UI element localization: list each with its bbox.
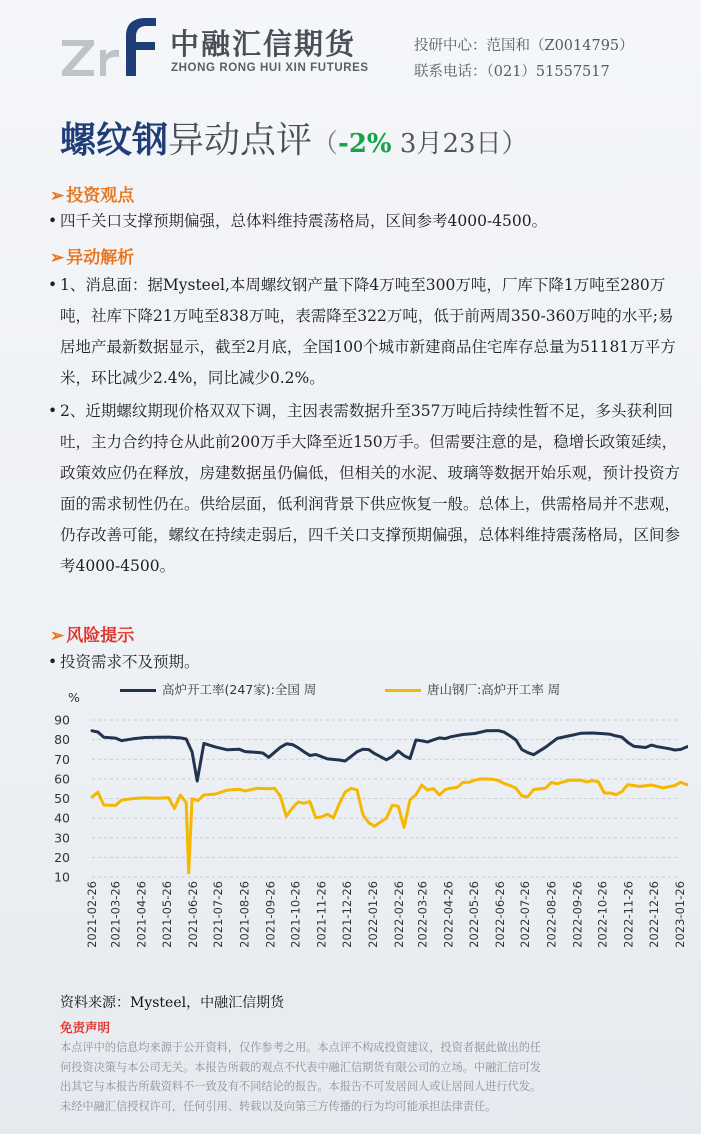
title-product: 螺纹钢 [60, 119, 169, 161]
disclaimer-title: 免责声明 [60, 1020, 111, 1035]
y-tick-label: 70 [54, 751, 70, 767]
x-tick-label: 2022-09-26 [570, 881, 585, 948]
y-tick-label: 90 [54, 712, 70, 728]
x-tick-label: 2022-03-26 [415, 881, 430, 948]
blast-furnace-chart [48, 688, 688, 973]
x-tick-label: 2022-01-26 [365, 881, 380, 948]
y-tick-label: 10 [54, 869, 70, 885]
data-source: 资料来源：Mysteel，中融汇信期货 [60, 995, 285, 1011]
bullet-analysis-2: • 2、近期螺纹期现价格双双下调，主因表需数据升至357万吨后持续性暂不足，多头获利回吐，主力合约持仓从此前200万手大降至近150万手。但需要注意的是，稳增长政策延续，政策效应仍在释放，房建数据虽仍偏低，但相关的水泥、玻璃等数据开始乐观，预计投资方面的需求韧性仍在。供给层面，低利润背景下供应恢复一般。总体上，供需格局并不悲观，仍存改善可能，螺纹在持续走弱后，四千关口支撑预期偏强，总体料维持震荡格局，区间参考4000-4500。 [48, 396, 688, 582]
series-line-national [92, 731, 688, 781]
disclaimer-line: 出其它与本报告所载资料不一致及有不同结论的报告。本报告不可发居间人或让居间人进行代发。 [60, 1080, 542, 1093]
x-tick-label: 2021-06-26 [185, 881, 200, 948]
x-tick-label: 2022-07-26 [518, 881, 533, 948]
bullet-dot-icon: • [48, 212, 58, 230]
legend-label-tangshan: 唐山钢厂:高炉开工率 周 [427, 682, 561, 697]
y-tick-label: 50 [54, 791, 70, 806]
disclaimer-line: 本点评中的信息均来源于公开资料，仅作参考之用。本点评不构成投资建议，投资者据此做出的任 [60, 1041, 542, 1054]
x-tick-label: 2021-05-26 [159, 881, 174, 948]
series-lines [92, 731, 688, 873]
title-topic: 异动点评 [168, 120, 313, 161]
y-tick-label: 30 [54, 830, 70, 846]
section-view-title: ➢ 投资观点 [50, 186, 135, 206]
y-tick-label: 60 [54, 771, 70, 787]
x-tick-label: 2022-04-26 [441, 881, 456, 948]
logo-chinese-name: 中融汇信期货 [170, 27, 357, 61]
bullet-dot-icon: • [48, 402, 58, 420]
x-tick-label: 2022-11-26 [621, 881, 636, 948]
series-line-tangshan [92, 779, 688, 873]
legend-label-national: 高炉开工率(247家):全国 周 [162, 682, 317, 697]
bullet-dot-icon: • [48, 276, 58, 294]
title-open-paren: （ [312, 129, 339, 159]
arrow-icon: ➢ [50, 248, 65, 268]
x-tick-label: 2021-09-26 [263, 881, 278, 948]
x-tick-label: 2021-08-26 [237, 881, 252, 948]
bullet-view: • 四千关口支撑预期偏强，总体料维持震荡格局，区间参考4000-4500。 [48, 206, 688, 237]
disclaimer-text [60, 1038, 660, 1116]
disclaimer-line: 未经中融汇信授权许可，任何引用、转载以及向第三方传播的行为均可能承担法律责任。 [60, 1099, 497, 1113]
logo-english-name: ZHONG RONG HUI XIN FUTURES [171, 62, 369, 74]
y-tick-labels [54, 713, 70, 885]
arrow-icon: ➢ [50, 186, 65, 206]
section-risk-title: ➢ 风险提示 [50, 626, 135, 646]
bullet-analysis-1: • 1、消息面：据Mysteel,本周螺纹钢产量下降4万吨至300万吨，厂库下降1万吨至280万吨，社库下降21万吨至838万吨，表需降至322万吨，低于前两周350-360万吨的水平;易居地产最新数据显示，截至2月底，全国100个城市新建商品住宅库存总量为51181万平方米，环比减少2.4%，同比减少0.2%。 [48, 270, 688, 394]
x-tick-label: 2022-10-26 [595, 881, 610, 948]
arrow-icon: ➢ [50, 626, 65, 646]
y-tick-label: 80 [54, 732, 70, 748]
x-tick-label: 2022-02-26 [392, 881, 407, 948]
x-tick-label: 2022-05-26 [466, 881, 481, 948]
bullet-risk: • 投资需求不及预期。 [48, 647, 688, 678]
x-tick-label: 2021-12-26 [339, 881, 354, 948]
title-date: 3月23日） [391, 129, 528, 159]
header [0, 0, 701, 100]
bullet-dot-icon: • [48, 653, 58, 671]
title-change: -2% [338, 129, 392, 159]
x-tick-label: 2021-10-26 [288, 881, 303, 948]
contact-researcher: 投研中心：范国和（Z0014795） [414, 38, 634, 54]
y-axis-unit: % [68, 690, 80, 705]
y-tick-label: 20 [54, 849, 70, 865]
x-tick-label: 2022-06-26 [492, 881, 507, 948]
section-analysis-title: ➢ 异动解析 [50, 248, 135, 268]
x-tick-label: 2021-02-26 [85, 881, 99, 948]
x-tick-label: 2023-01-26 [673, 881, 687, 948]
x-tick-label: 2022-08-26 [544, 881, 559, 948]
x-tick-label: 2022-12-26 [646, 881, 661, 948]
x-tick-label: 2021-11-26 [314, 881, 329, 948]
company-logo-icon [60, 12, 160, 82]
page-title [60, 112, 528, 162]
x-tick-labels [85, 881, 687, 948]
contact-phone: 联系电话：（021）51557517 [414, 64, 610, 80]
disclaimer-line: 何投资决策与本公司无关。本报告所载的观点不代表中融汇信期货有限公司的立场。中融汇信可发 [60, 1060, 542, 1074]
x-tick-label: 2021-03-26 [108, 881, 123, 948]
x-tick-label: 2021-04-26 [134, 881, 149, 948]
y-tick-label: 40 [54, 810, 70, 826]
x-tick-label: 2021-07-26 [211, 881, 226, 948]
